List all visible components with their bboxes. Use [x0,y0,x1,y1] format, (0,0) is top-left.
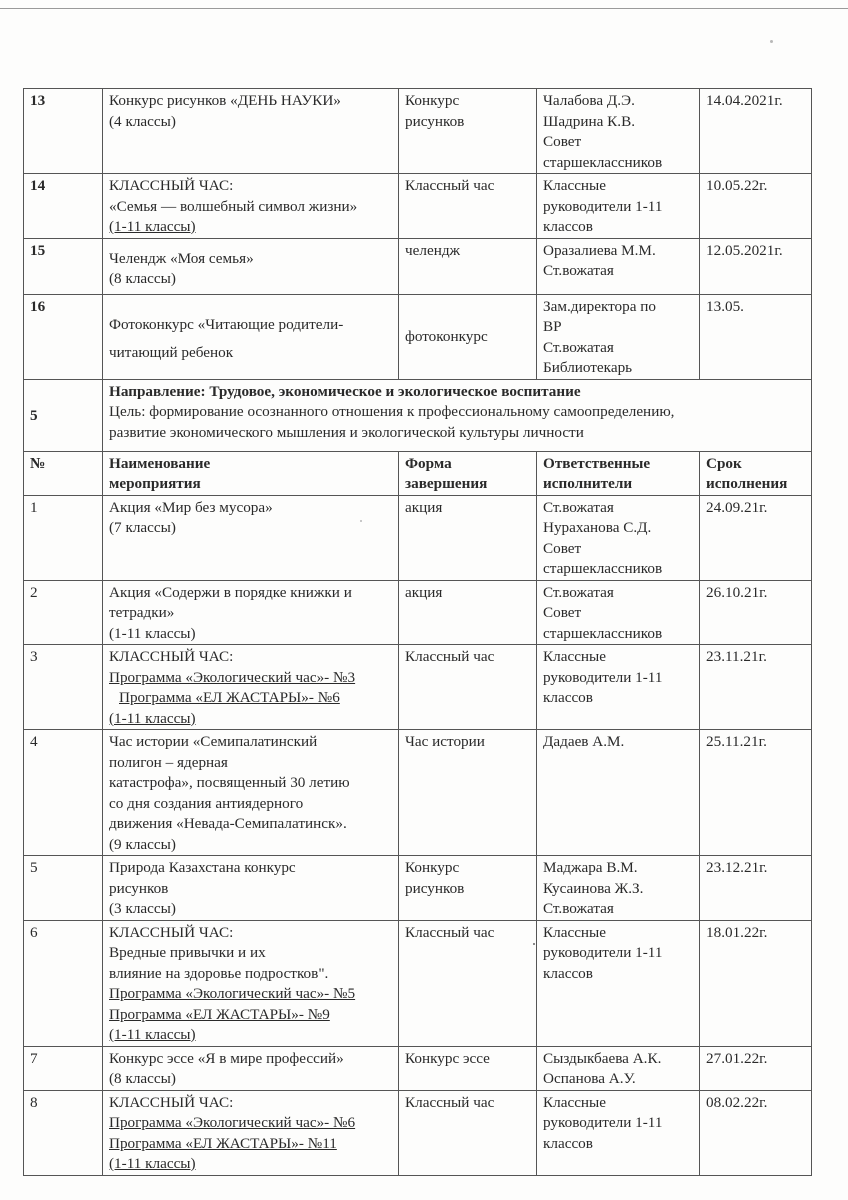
completion-form: Час истории [399,730,537,856]
row-number: 6 [24,920,103,1046]
completion-form: акция [399,495,537,580]
due-date: 24.09.21г. [700,495,812,580]
table-row [24,580,812,645]
table-row [24,645,812,730]
due-date: 12.05.2021г. [700,238,812,294]
header-form: Форма завершения [399,451,537,495]
table-row [24,89,812,174]
responsible: Сыздыкбаева А.К. Оспанова А.У. [537,1046,700,1090]
table-row [24,1090,812,1175]
completion-form: Классный час [399,174,537,239]
table-row [24,495,812,580]
due-date: 18.01.22г. [700,920,812,1046]
header-date: Срок исполнения [700,451,812,495]
row-number: 2 [24,580,103,645]
responsible: Оразалиева М.М. Ст.вожатая [537,238,700,294]
completion-form: фотоконкурс [399,294,537,379]
section-row [24,379,812,451]
completion-form: Конкурс эссе [399,1046,537,1090]
section-goal: Цель: формирование осознанного отношения к профессиональному самоопределению, [109,403,675,420]
table-row [24,174,812,239]
due-date: 23.12.21г. [700,856,812,921]
program-link: Программа «ЕЛ ЖАСТАРЫ»- №11 [109,1134,337,1152]
due-date: 13.05. [700,294,812,379]
section-direction: Направление: Трудовое, экономическое и экологическое воспитание [109,382,581,400]
due-date: 25.11.21г. [700,730,812,856]
row-number: 7 [24,1046,103,1090]
event-name: Природа Казахстана конкурс рисунков (3 классы) [103,856,399,921]
table-row [24,1046,812,1090]
row-number: 1 [24,495,103,580]
responsible: Ст.вожатая Совет старшеклассников [537,580,700,645]
section-description: Направление: Трудовое, экономическое и экологическое воспитание Цель: формирование осознанного отношения к профессиональному самоопределению, развитие экономического мышления и экологической культуры личности [103,379,812,451]
due-date: 10.05.22г. [700,174,812,239]
scan-speck [770,40,773,43]
table-row [24,920,812,1046]
due-date: 26.10.21г. [700,580,812,645]
row-number: 13 [24,89,103,174]
table-row [24,294,812,379]
event-name: Акция «Содержи в порядке книжки и тетрадки» (1-11 классы) [103,580,399,645]
event-name: Акция «Мир без мусора» (7 классы) [103,495,399,580]
program-link: Программа «Экологический час»- №6 [109,1114,356,1131]
row-number: 5 [24,856,103,921]
due-date: 14.04.2021г. [700,89,812,174]
program-link: Программа «ЕЛ ЖАСТАРЫ»- №6 [119,689,340,706]
event-name: КЛАССНЫЙ ЧАС: Программа «Экологический час»- №6 Программа «ЕЛ ЖАСТАРЫ»- №11 (1-11 классы) [103,1090,399,1175]
event-plan-table [23,88,812,1176]
responsible: Ст.вожатая Нураханова С.Д. Совет старшеклассников [537,495,700,580]
responsible: Классные руководители 1-11 классов [537,920,700,1046]
event-name: Конкурс эссе «Я в мире профессий» (8 классы) [103,1046,399,1090]
completion-form: Классный час [399,1090,537,1175]
event-name: Час истории «Семипалатинский полигон – ядерная катастрофа», посвященный 30 летию со дня создания антиядерного движения «Невада-Семипалатинск». (9 классы) [103,730,399,856]
table-row [24,730,812,856]
due-date: 27.01.22г. [700,1046,812,1090]
responsible: Зам.директора по ВР Ст.вожатая Библиотекарь [537,294,700,379]
due-date: 08.02.22г. [700,1090,812,1175]
row-number: 15 [24,238,103,294]
responsible: Классные руководители 1-11 классов [537,174,700,239]
header-number: № [24,451,103,495]
completion-form: челендж [399,238,537,294]
event-name: Фотоконкурс «Читающие родители- читающий ребенок [103,294,399,379]
table-row [24,238,812,294]
event-name: Челендж «Моя семья» (8 классы) [103,238,399,294]
program-link: Программа «Экологический час»- №3 [109,668,356,686]
header-name: Наименование мероприятия [103,451,399,495]
table-row [24,856,812,921]
completion-form: Конкурс рисунков [399,89,537,174]
row-number: 3 [24,645,103,730]
row-number: 16 [24,294,103,379]
responsible: Классные руководители 1-11 классов [537,645,700,730]
program-link: Программа «ЕЛ ЖАСТАРЫ»- №9 [109,1005,330,1023]
event-name: Конкурс рисунков «ДЕНЬ НАУКИ» (4 классы) [103,89,399,174]
completion-form: Классный час [399,645,537,730]
completion-form: акция [399,580,537,645]
event-name: КЛАССНЫЙ ЧАС: Вредные привычки и их влияние на здоровье подростков". Программа «Экологический час»- №5 Программа «ЕЛ ЖАСТАРЫ»- №9 (1-11 классы) [103,920,399,1046]
responsible: Чалабова Д.Э. Шадрина К.В. Совет старшеклассников [537,89,700,174]
responsible: Классные руководители 1-11 классов [537,1090,700,1175]
row-number: 14 [24,174,103,239]
completion-form: Классный час [399,920,537,1046]
table-header-row [24,451,812,495]
due-date: 23.11.21г. [700,645,812,730]
responsible: Дадаев А.М. [537,730,700,856]
program-link: Программа «Экологический час»- №5 [109,985,356,1002]
responsible: Маджара В.М. Кусаинова Ж.З. Ст.вожатая [537,856,700,921]
event-name: КЛАССНЫЙ ЧАС: «Семья — волшебный символ жизни» (1-11 классы) [103,174,399,239]
section-number: 5 [24,379,103,451]
event-name: КЛАССНЫЙ ЧАС: Программа «Экологический час»- №3 Программа «ЕЛ ЖАСТАРЫ»- №6 (1-11 классы) [103,645,399,730]
scan-top-edge-line [0,8,848,9]
header-responsible: Ответственные исполнители [537,451,700,495]
completion-form: Конкурс рисунков [399,856,537,921]
row-number: 8 [24,1090,103,1175]
row-number: 4 [24,730,103,856]
